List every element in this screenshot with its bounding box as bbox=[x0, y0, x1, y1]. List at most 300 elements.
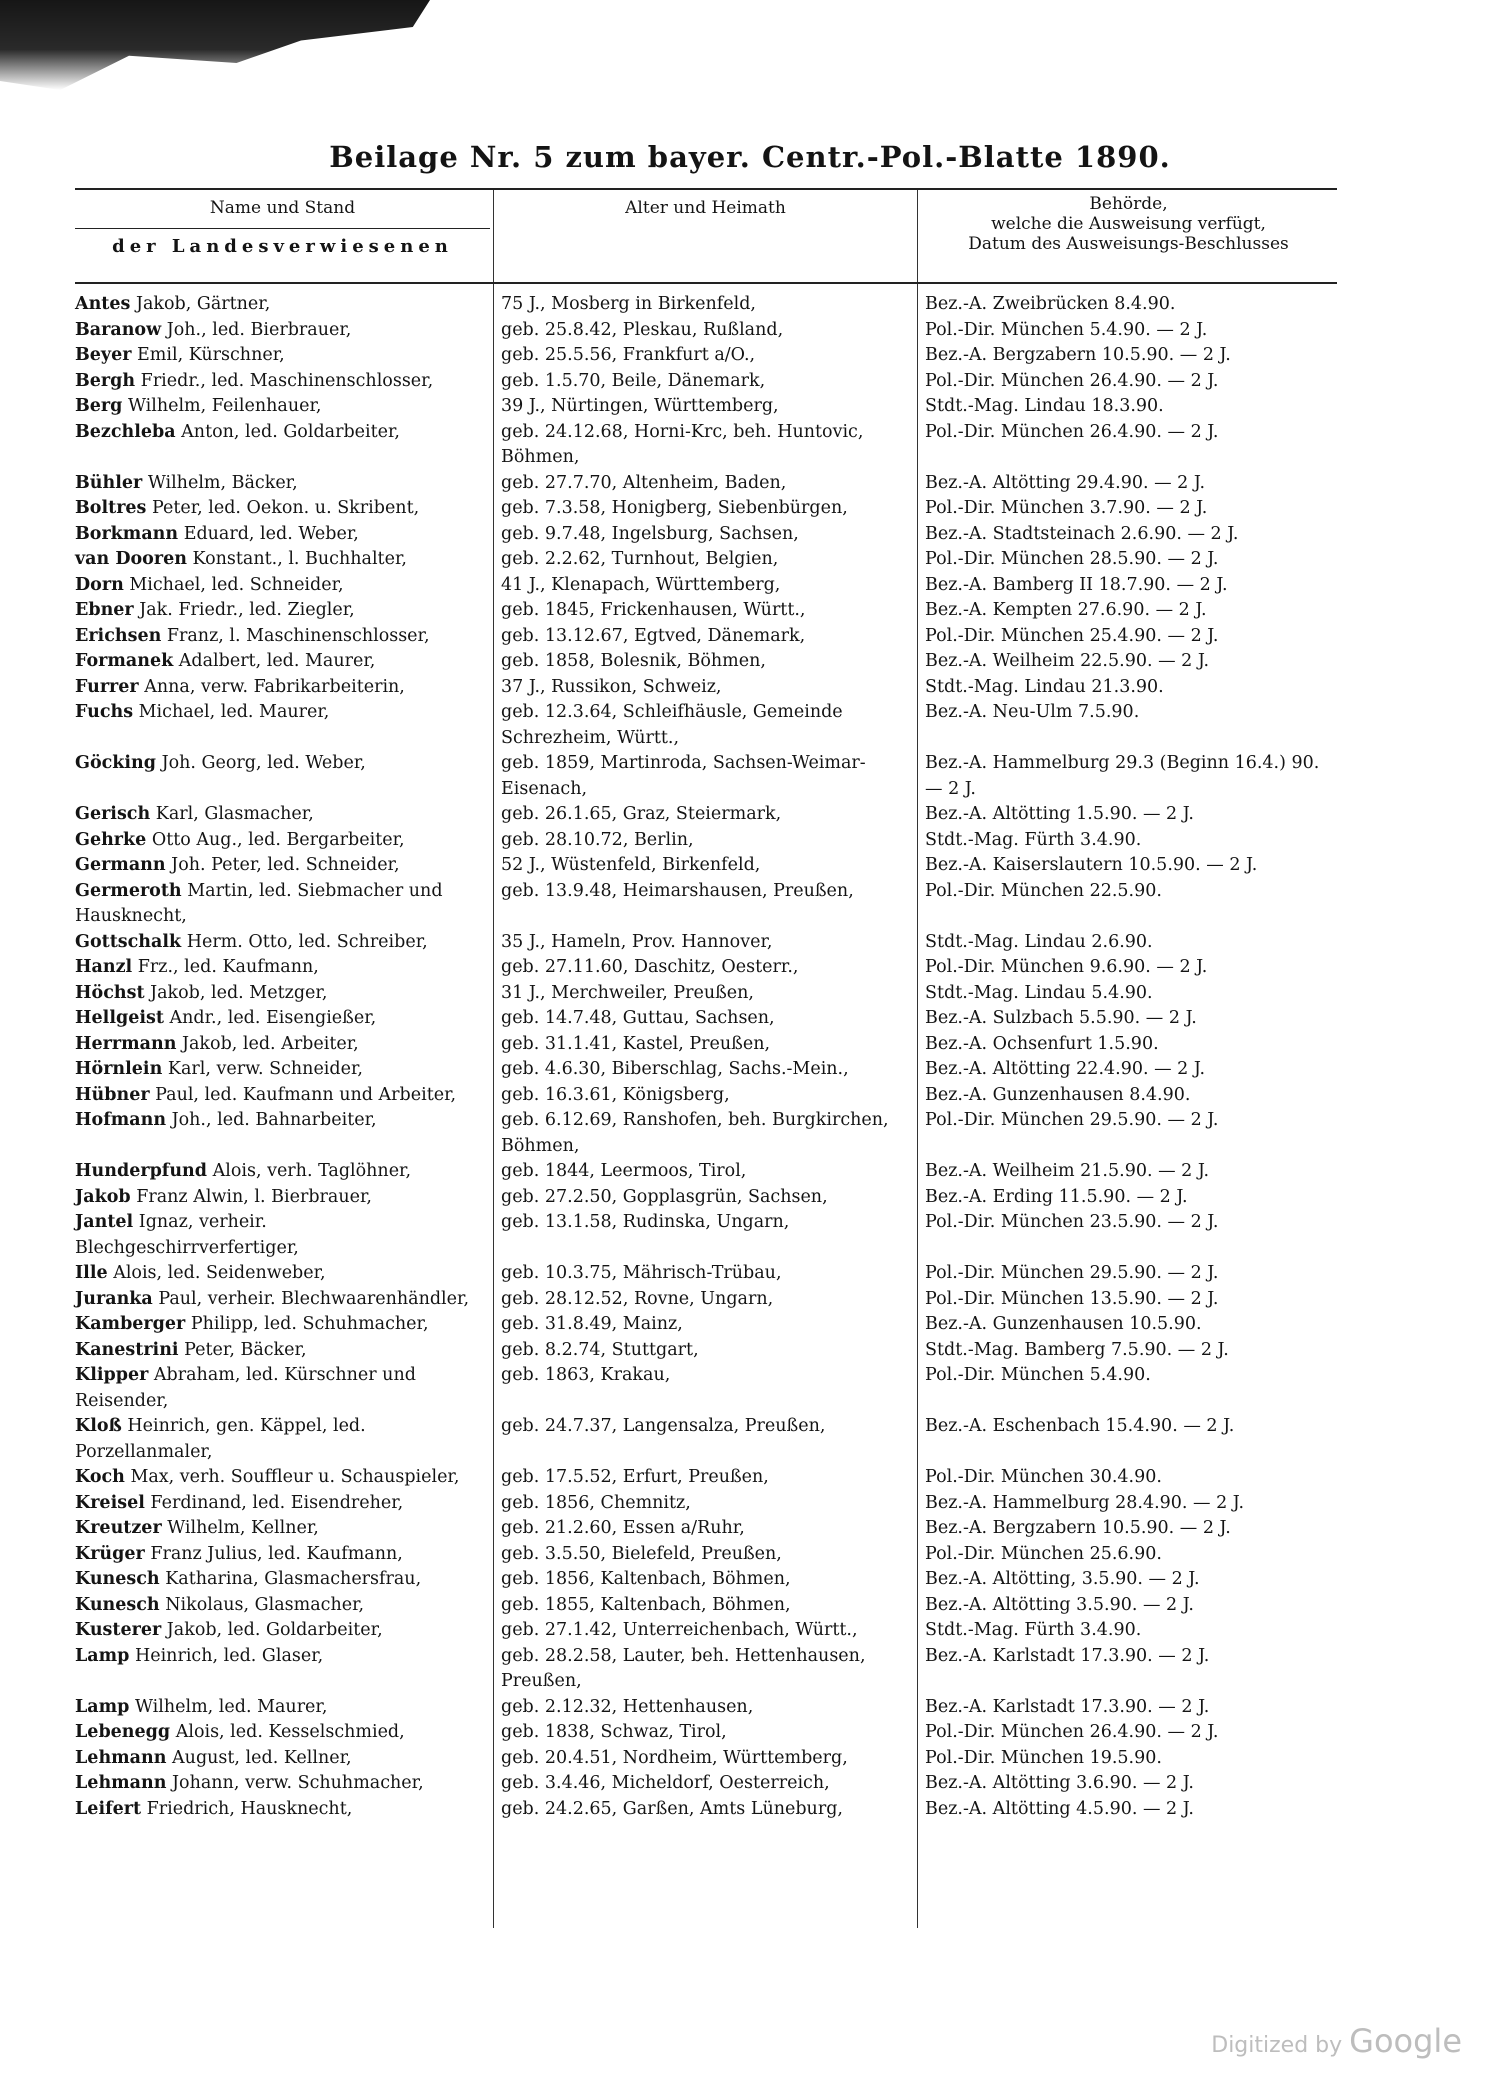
table-row bbox=[75, 369, 1337, 395]
authority-cell: Pol.-Dir. München 26.4.90. — 2 J. bbox=[925, 1722, 1219, 1742]
authority-cell: Stdt.-Mag. Lindau 5.4.90. bbox=[925, 982, 1153, 1003]
authority-cell: Bez.-A. Gunzenhausen 8.4.90. bbox=[925, 1084, 1191, 1105]
name-cell bbox=[75, 1108, 495, 1134]
authority-cell: Bez.-A. Weilheim 22.5.90. — 2 J. bbox=[925, 651, 1210, 671]
watermark-prefix: Digitized by bbox=[1211, 2033, 1343, 2058]
header-authority-line3: Datum des Ausweisungs-Beschlusses bbox=[968, 234, 1289, 254]
authority-cell: Pol.-Dir. München 28.5.90. — 2 J. bbox=[925, 549, 1219, 569]
table-row bbox=[75, 828, 1337, 854]
surname: Dorn bbox=[75, 574, 124, 595]
given-and-status: Otto Aug., led. Bergarbeiter, bbox=[146, 829, 405, 850]
authority-cell: Pol.-Dir. München 30.4.90. bbox=[925, 1467, 1162, 1487]
given-and-status: Paul, led. Kaufmann und Arbeiter, bbox=[149, 1084, 457, 1105]
given-and-status: Jakob, Gärtner, bbox=[130, 294, 271, 314]
name-cell bbox=[75, 1210, 495, 1261]
name-cell bbox=[75, 624, 495, 650]
name-cell bbox=[75, 1312, 495, 1338]
table-row bbox=[75, 955, 1337, 981]
age-origin-cell: 35 J., Hameln, Prov. Hannover, bbox=[501, 931, 773, 952]
age-origin-cell: geb. 25.5.56, Frankfurt a/O., bbox=[501, 345, 756, 365]
surname: Kloß bbox=[75, 1416, 122, 1436]
age-origin-cell: geb. 24.2.65, Garßen, Amts Lüneburg, bbox=[501, 1798, 843, 1819]
surname: Gehrke bbox=[75, 829, 147, 850]
name-cell bbox=[75, 343, 495, 369]
name-cell bbox=[75, 1261, 495, 1287]
surname: Baranow bbox=[75, 319, 162, 340]
given-and-status: Johann, verw. Schuhmacher, bbox=[166, 1773, 424, 1793]
table-row bbox=[75, 751, 1337, 802]
given-and-status: Peter, led. Oekon. u. Skribent, bbox=[146, 498, 420, 518]
authority-cell: Pol.-Dir. München 5.4.90. bbox=[925, 1365, 1151, 1385]
name-cell bbox=[75, 1083, 495, 1109]
surname: Ebner bbox=[75, 600, 134, 620]
table-row bbox=[75, 292, 1337, 318]
authority-cell: Stdt.-Mag. Lindau 21.3.90. bbox=[925, 676, 1164, 697]
age-origin-cell: geb. 28.2.58, Lauter, beh. Hettenhausen, Preußen, bbox=[501, 1645, 872, 1691]
given-and-status: Franz Alwin, l. Bierbrauer, bbox=[130, 1186, 372, 1207]
surname: Ille bbox=[75, 1263, 108, 1283]
authority-cell: Pol.-Dir. München 23.5.90. — 2 J. bbox=[925, 1212, 1219, 1232]
surname: Lehmann bbox=[75, 1747, 167, 1768]
given-and-status: Friedr., led. Maschinenschlosser, bbox=[135, 370, 434, 391]
given-and-status: Paul, verheir. Blechwaarenhändler, bbox=[152, 1288, 470, 1309]
age-origin-cell: geb. 1856, Kaltenbach, Böhmen, bbox=[501, 1569, 791, 1589]
name-cell bbox=[75, 802, 495, 828]
surname: Jakob bbox=[75, 1186, 131, 1207]
surname: Berg bbox=[75, 396, 123, 416]
name-cell bbox=[75, 1363, 495, 1414]
name-cell bbox=[75, 1542, 495, 1568]
surname: Kunesch bbox=[75, 1594, 160, 1615]
age-origin-cell: geb. 1855, Kaltenbach, Böhmen, bbox=[501, 1594, 791, 1615]
table-row bbox=[75, 1491, 1337, 1517]
given-and-status: Joh. Peter, led. Schneider, bbox=[165, 855, 400, 875]
age-origin-cell: geb. 14.7.48, Guttau, Sachsen, bbox=[501, 1008, 775, 1028]
name-cell bbox=[75, 675, 495, 701]
name-cell bbox=[75, 1414, 495, 1465]
surname: Göcking bbox=[75, 753, 157, 773]
age-origin-cell: geb. 27.2.50, Gopplasgrün, Sachsen, bbox=[501, 1186, 828, 1207]
table-row bbox=[75, 802, 1337, 828]
authority-cell: Bez.-A. Hammelburg 29.3 (Beginn 16.4.) 90. — 2 J. bbox=[925, 753, 1325, 799]
given-and-status: Franz, l. Maschinenschlosser, bbox=[161, 625, 430, 646]
age-origin-cell: geb. 3.5.50, Bielefeld, Preußen, bbox=[501, 1543, 782, 1564]
given-and-status: Emil, Kürschner, bbox=[131, 345, 285, 365]
surname: Kusterer bbox=[75, 1620, 162, 1640]
authority-cell: Stdt.-Mag. Fürth 3.4.90. bbox=[925, 829, 1142, 850]
age-origin-cell: geb. 27.7.70, Altenheim, Baden, bbox=[501, 472, 787, 493]
given-and-status: Jakob, led. Goldarbeiter, bbox=[161, 1620, 383, 1640]
name-cell bbox=[75, 700, 495, 726]
age-origin-cell: geb. 27.1.42, Unterreichenbach, Württ., bbox=[501, 1620, 858, 1640]
surname: Juranka bbox=[75, 1288, 153, 1309]
scan-ink-blot bbox=[0, 0, 430, 90]
table-row bbox=[75, 1414, 1337, 1465]
given-and-status: Joh. Georg, led. Weber, bbox=[156, 753, 366, 773]
table-row bbox=[75, 1057, 1337, 1083]
name-cell bbox=[75, 292, 495, 318]
age-origin-cell: 37 J., Russikon, Schweiz, bbox=[501, 676, 722, 697]
name-cell bbox=[75, 1516, 495, 1542]
age-origin-cell: geb. 2.2.62, Turnhout, Belgien, bbox=[501, 549, 779, 569]
age-origin-cell: geb. 24.12.68, Horni-Krc, beh. Huntovic, Böhmen, bbox=[501, 421, 870, 467]
authority-cell: Pol.-Dir. München 3.7.90. — 2 J. bbox=[925, 498, 1208, 518]
given-and-status: Franz Julius, led. Kaufmann, bbox=[144, 1543, 403, 1564]
surname: Fuchs bbox=[75, 702, 134, 722]
table-row bbox=[75, 471, 1337, 497]
age-origin-cell: geb. 1856, Chemnitz, bbox=[501, 1492, 691, 1513]
age-origin-cell: geb. 31.8.49, Mainz, bbox=[501, 1314, 683, 1334]
surname: Kanestrini bbox=[75, 1339, 179, 1360]
given-and-status: Anna, verw. Fabrikarbeiterin, bbox=[138, 676, 405, 697]
name-cell bbox=[75, 522, 495, 548]
surname: Hellgeist bbox=[75, 1008, 164, 1028]
age-origin-cell: geb. 16.3.61, Königsberg, bbox=[501, 1084, 730, 1105]
authority-cell: Bez.-A. Altötting 3.5.90. — 2 J. bbox=[925, 1594, 1194, 1615]
authority-cell: Pol.-Dir. München 25.4.90. — 2 J. bbox=[925, 625, 1219, 646]
name-cell bbox=[75, 318, 495, 344]
age-origin-cell: geb. 12.3.64, Schleifhäusle, Gemeinde Schrezheim, Württ., bbox=[501, 702, 849, 748]
name-cell bbox=[75, 955, 495, 981]
name-cell bbox=[75, 1006, 495, 1032]
surname: Krüger bbox=[75, 1543, 145, 1564]
table-row bbox=[75, 624, 1337, 650]
header-authority bbox=[920, 194, 1337, 254]
table-row bbox=[75, 1159, 1337, 1185]
table-header bbox=[75, 188, 1337, 284]
age-origin-cell: geb. 8.2.74, Stuttgart, bbox=[501, 1339, 699, 1360]
page-title: Beilage Nr. 5 zum bayer. Centr.-Pol.-Blatte 1890. bbox=[329, 140, 1171, 174]
age-origin-cell: 31 J., Merchweiler, Preußen, bbox=[501, 982, 754, 1003]
age-origin-cell: geb. 1858, Bolesnik, Böhmen, bbox=[501, 651, 766, 671]
table-row bbox=[75, 930, 1337, 956]
age-origin-cell: geb. 28.12.52, Rovne, Ungarn, bbox=[501, 1288, 774, 1309]
given-and-status: Wilhelm, Bäcker, bbox=[142, 472, 298, 493]
header-name: Name und Stand bbox=[209, 198, 356, 218]
authority-cell: Bez.-A. Weilheim 21.5.90. — 2 J. bbox=[925, 1161, 1210, 1181]
table-row bbox=[75, 1083, 1337, 1109]
age-origin-cell: geb. 9.7.48, Ingelsburg, Sachsen, bbox=[501, 523, 799, 544]
table-row bbox=[75, 649, 1337, 675]
table-row bbox=[75, 1006, 1337, 1032]
authority-cell: Bez.-A. Erding 11.5.90. — 2 J. bbox=[925, 1186, 1188, 1207]
surname: Hunderpfund bbox=[75, 1161, 208, 1181]
age-origin-cell: geb. 31.1.41, Kastel, Preußen, bbox=[501, 1033, 771, 1054]
name-cell bbox=[75, 1771, 495, 1797]
given-and-status: Wilhelm, led. Maurer, bbox=[129, 1696, 328, 1717]
given-and-status: Ferdinand, led. Eisendreher, bbox=[144, 1492, 404, 1513]
authority-cell: Pol.-Dir. München 25.6.90. bbox=[925, 1543, 1162, 1564]
authority-cell: Bez.-A. Karlstadt 17.3.90. — 2 J. bbox=[925, 1696, 1210, 1717]
table-row bbox=[75, 496, 1337, 522]
authority-cell: Bez.-A. Kempten 27.6.90. — 2 J. bbox=[925, 600, 1207, 620]
name-cell bbox=[75, 1465, 495, 1491]
given-and-status: Jak. Friedr., led. Ziegler, bbox=[133, 600, 355, 620]
table-row bbox=[75, 1032, 1337, 1058]
table-row bbox=[75, 1618, 1337, 1644]
authority-cell: Bez.-A. Bergzabern 10.5.90. — 2 J. bbox=[925, 1518, 1231, 1538]
age-origin-cell: geb. 26.1.65, Graz, Steiermark, bbox=[501, 804, 782, 824]
given-and-status: Herm. Otto, led. Schreiber, bbox=[181, 931, 428, 952]
age-origin-cell: geb. 13.9.48, Heimarshausen, Preußen, bbox=[501, 880, 854, 901]
surname: Bühler bbox=[75, 472, 143, 493]
given-and-status: Martin, led. Siebmacher und Hausknecht, bbox=[75, 880, 449, 926]
age-origin-cell: geb. 10.3.75, Mährisch-Trübau, bbox=[501, 1263, 782, 1283]
surname: Hübner bbox=[75, 1084, 150, 1105]
age-origin-cell: geb. 7.3.58, Honigberg, Siebenbürgen, bbox=[501, 498, 848, 518]
age-origin-cell: geb. 13.1.58, Rudinska, Ungarn, bbox=[501, 1212, 790, 1232]
table-row bbox=[75, 1516, 1337, 1542]
surname: Lamp bbox=[75, 1696, 130, 1717]
table-row bbox=[75, 675, 1337, 701]
table-row bbox=[75, 1261, 1337, 1287]
surname: Boltres bbox=[75, 498, 147, 518]
table-row bbox=[75, 343, 1337, 369]
age-origin-cell: geb. 1845, Frickenhausen, Württ., bbox=[501, 600, 806, 620]
name-cell bbox=[75, 1618, 495, 1644]
table-row bbox=[75, 1746, 1337, 1772]
header-subtitle: der Landesverwiesenen bbox=[112, 236, 453, 257]
authority-cell: Bez.-A. Ochsenfurt 1.5.90. bbox=[925, 1033, 1159, 1054]
authority-cell: Bez.-A. Bergzabern 10.5.90. — 2 J. bbox=[925, 345, 1231, 365]
authority-cell: Bez.-A. Bamberg II 18.7.90. — 2 J. bbox=[925, 574, 1228, 595]
name-cell bbox=[75, 1338, 495, 1364]
name-cell bbox=[75, 394, 495, 420]
authority-cell: Pol.-Dir. München 13.5.90. — 2 J. bbox=[925, 1288, 1219, 1309]
age-origin-cell: 39 J., Nürtingen, Württemberg, bbox=[501, 396, 779, 416]
surname: Hofmann bbox=[75, 1110, 167, 1130]
table-row bbox=[75, 1644, 1337, 1695]
given-and-status: Peter, Bäcker, bbox=[178, 1339, 307, 1360]
name-cell bbox=[75, 573, 495, 599]
age-origin-cell: geb. 25.8.42, Pleskau, Rußland, bbox=[501, 319, 784, 340]
given-and-status: Jakob, led. Arbeiter, bbox=[176, 1033, 359, 1054]
surname: Germann bbox=[75, 855, 166, 875]
surname: Bergh bbox=[75, 370, 136, 391]
authority-cell: Bez.-A. Altötting 3.6.90. — 2 J. bbox=[925, 1773, 1194, 1793]
authority-cell: Pol.-Dir. München 26.4.90. — 2 J. bbox=[925, 421, 1219, 442]
age-origin-cell: geb. 4.6.30, Biberschlag, Sachs.-Mein., bbox=[501, 1059, 849, 1079]
surname: Kreutzer bbox=[75, 1518, 162, 1538]
given-and-status: Heinrich, led. Glaser, bbox=[129, 1645, 324, 1666]
surname: Kunesch bbox=[75, 1569, 160, 1589]
authority-cell: Bez.-A. Hammelburg 28.4.90. — 2 J. bbox=[925, 1492, 1245, 1513]
authority-cell: Pol.-Dir. München 19.5.90. bbox=[925, 1747, 1162, 1768]
authority-cell: Bez.-A. Altötting 29.4.90. — 2 J. bbox=[925, 472, 1206, 493]
name-cell bbox=[75, 649, 495, 675]
authority-cell: Bez.-A. Eschenbach 15.4.90. — 2 J. bbox=[925, 1416, 1235, 1436]
given-and-status: Abraham, led. Kürschner und Reisender, bbox=[75, 1365, 422, 1411]
google-logo: Google bbox=[1349, 2022, 1462, 2060]
table-row bbox=[75, 1720, 1337, 1746]
authority-cell: Pol.-Dir. München 29.5.90. — 2 J. bbox=[925, 1263, 1219, 1283]
name-cell bbox=[75, 369, 495, 395]
authority-cell: Bez.-A. Kaiserslautern 10.5.90. — 2 J. bbox=[925, 855, 1258, 875]
table-row bbox=[75, 1465, 1337, 1491]
age-origin-cell: geb. 3.4.46, Micheldorf, Oesterreich, bbox=[501, 1773, 830, 1793]
table-row bbox=[75, 1542, 1337, 1568]
table-row bbox=[75, 573, 1337, 599]
table-row bbox=[75, 1108, 1337, 1159]
given-and-status: Adalbert, led. Maurer, bbox=[173, 651, 376, 671]
name-cell bbox=[75, 420, 495, 446]
age-origin-cell: geb. 13.12.67, Egtved, Dänemark, bbox=[501, 625, 806, 646]
name-cell bbox=[75, 1491, 495, 1517]
age-origin-cell: geb. 1844, Leermoos, Tirol, bbox=[501, 1161, 747, 1181]
surname: Germeroth bbox=[75, 880, 182, 901]
given-and-status: Wilhelm, Feilenhauer, bbox=[122, 396, 322, 416]
given-and-status: Anton, led. Goldarbeiter, bbox=[175, 421, 400, 442]
authority-cell: Stdt.-Mag. Lindau 2.6.90. bbox=[925, 931, 1153, 952]
table-row bbox=[75, 1363, 1337, 1414]
surname: van Dooren bbox=[75, 549, 187, 569]
given-and-status: Katharina, Glasmachersfrau, bbox=[159, 1569, 422, 1589]
name-cell bbox=[75, 1720, 495, 1746]
name-cell bbox=[75, 1185, 495, 1211]
authority-cell: Bez.-A. Sulzbach 5.5.90. — 2 J. bbox=[925, 1008, 1197, 1028]
name-cell bbox=[75, 1695, 495, 1721]
authority-cell: Pol.-Dir. München 22.5.90. bbox=[925, 880, 1162, 901]
surname: Gottschalk bbox=[75, 931, 182, 952]
given-and-status: Jakob, led. Metzger, bbox=[144, 982, 328, 1003]
age-origin-cell: geb. 1.5.70, Beile, Dänemark, bbox=[501, 370, 766, 391]
name-cell bbox=[75, 751, 495, 777]
header-authority-line1: Behörde, bbox=[1089, 194, 1168, 214]
surname: Kamberger bbox=[75, 1314, 186, 1334]
age-origin-cell: 41 J., Klenapach, Württemberg, bbox=[501, 574, 781, 595]
given-and-status: Alois, led. Seidenweber, bbox=[107, 1263, 326, 1283]
table-row bbox=[75, 853, 1337, 879]
age-origin-cell: geb. 6.12.69, Ranshofen, beh. Burgkirchen, Böhmen, bbox=[501, 1110, 895, 1156]
surname: Hörnlein bbox=[75, 1059, 163, 1079]
surname: Borkmann bbox=[75, 523, 179, 544]
authority-cell: Bez.-A. Altötting 22.4.90. — 2 J. bbox=[925, 1059, 1206, 1079]
authority-cell: Pol.-Dir. München 29.5.90. — 2 J. bbox=[925, 1110, 1219, 1130]
name-cell bbox=[75, 1159, 495, 1185]
given-and-status: Frz., led. Kaufmann, bbox=[132, 957, 319, 977]
table-row bbox=[75, 1185, 1337, 1211]
given-and-status: Konstant., l. Buchhalter, bbox=[186, 549, 407, 569]
table-row bbox=[75, 1593, 1337, 1619]
surname: Gerisch bbox=[75, 804, 151, 824]
surname: Herrmann bbox=[75, 1033, 177, 1054]
surname: Jantel bbox=[75, 1212, 134, 1232]
surname: Lebenegg bbox=[75, 1722, 171, 1742]
authority-cell: Stdt.-Mag. Bamberg 7.5.90. — 2 J. bbox=[925, 1339, 1229, 1360]
surname: Koch bbox=[75, 1467, 125, 1487]
surname: Antes bbox=[75, 294, 131, 314]
surname: Klipper bbox=[75, 1365, 149, 1385]
table-row bbox=[75, 522, 1337, 548]
age-origin-cell: geb. 2.12.32, Hettenhausen, bbox=[501, 1696, 754, 1717]
surname: Formanek bbox=[75, 651, 174, 671]
table-row bbox=[75, 1695, 1337, 1721]
expulsion-table bbox=[75, 188, 1337, 1822]
table-row bbox=[75, 318, 1337, 344]
given-and-status: August, led. Kellner, bbox=[166, 1747, 352, 1768]
age-origin-cell: geb. 1859, Martinroda, Sachsen-Weimar-Eisenach, bbox=[501, 753, 866, 799]
table-row bbox=[75, 1771, 1337, 1797]
name-cell bbox=[75, 598, 495, 624]
name-cell bbox=[75, 547, 495, 573]
surname: Lamp bbox=[75, 1645, 130, 1666]
authority-cell: Stdt.-Mag. Fürth 3.4.90. bbox=[925, 1620, 1142, 1640]
given-and-status: Joh., led. Bahnarbeiter, bbox=[166, 1110, 377, 1130]
given-and-status: Karl, Glasmacher, bbox=[150, 804, 314, 824]
authority-cell: Stdt.-Mag. Lindau 18.3.90. bbox=[925, 396, 1164, 416]
age-origin-cell: geb. 21.2.60, Essen a/Ruhr, bbox=[501, 1518, 745, 1538]
name-cell bbox=[75, 930, 495, 956]
header-rule bbox=[75, 228, 490, 229]
given-and-status: Max, verh. Souffleur u. Schauspieler, bbox=[124, 1467, 460, 1487]
surname: Kreisel bbox=[75, 1492, 145, 1513]
name-cell bbox=[75, 1287, 495, 1313]
table-row bbox=[75, 420, 1337, 471]
table-body bbox=[75, 292, 1337, 1822]
authority-cell: Bez.-A. Altötting 4.5.90. — 2 J. bbox=[925, 1798, 1194, 1819]
table-row bbox=[75, 700, 1337, 751]
surname: Lehmann bbox=[75, 1773, 167, 1793]
age-origin-cell: geb. 20.4.51, Nordheim, Württemberg, bbox=[501, 1747, 848, 1768]
age-origin-cell: geb. 1863, Krakau, bbox=[501, 1365, 671, 1385]
authority-cell: Bez.-A. Altötting 1.5.90. — 2 J. bbox=[925, 804, 1194, 824]
authority-cell: Pol.-Dir. München 26.4.90. — 2 J. bbox=[925, 370, 1219, 391]
name-cell bbox=[75, 1746, 495, 1772]
given-and-status: Eduard, led. Weber, bbox=[178, 523, 359, 544]
age-origin-cell: 52 J., Wüstenfeld, Birkenfeld, bbox=[501, 855, 761, 875]
given-and-status: Alois, verh. Taglöhner, bbox=[207, 1161, 412, 1181]
table-row bbox=[75, 1287, 1337, 1313]
surname: Höchst bbox=[75, 982, 145, 1003]
authority-cell: Bez.-A. Gunzenhausen 10.5.90. bbox=[925, 1314, 1202, 1334]
table-row bbox=[75, 598, 1337, 624]
authority-cell: Pol.-Dir. München 5.4.90. — 2 J. bbox=[925, 319, 1208, 340]
name-cell bbox=[75, 853, 495, 879]
digitized-watermark bbox=[1211, 2022, 1462, 2060]
table-row bbox=[75, 547, 1337, 573]
authority-cell: Pol.-Dir. München 9.6.90. — 2 J. bbox=[925, 957, 1208, 977]
table-row bbox=[75, 1797, 1337, 1823]
name-cell bbox=[75, 1032, 495, 1058]
age-origin-cell: geb. 1838, Schwaz, Tirol, bbox=[501, 1722, 727, 1742]
given-and-status: Andr., led. Eisengießer, bbox=[163, 1008, 377, 1028]
authority-cell: Bez.-A. Altötting, 3.5.90. — 2 J. bbox=[925, 1569, 1200, 1589]
name-cell bbox=[75, 471, 495, 497]
name-cell bbox=[75, 1057, 495, 1083]
given-and-status: Michael, led. Schneider, bbox=[123, 574, 344, 595]
name-cell bbox=[75, 981, 495, 1007]
given-and-status: Ignaz, verheir. Blechgeschirrverfertiger, bbox=[75, 1212, 299, 1258]
name-cell bbox=[75, 1567, 495, 1593]
name-cell bbox=[75, 828, 495, 854]
table-row bbox=[75, 1312, 1337, 1338]
authority-cell: Bez.-A. Zweibrücken 8.4.90. bbox=[925, 294, 1176, 314]
surname: Leifert bbox=[75, 1798, 142, 1819]
age-origin-cell: geb. 27.11.60, Daschitz, Oesterr., bbox=[501, 957, 799, 977]
authority-cell: Bez.-A. Karlstadt 17.3.90. — 2 J. bbox=[925, 1645, 1210, 1666]
table-row bbox=[75, 981, 1337, 1007]
age-origin-cell: geb. 17.5.52, Erfurt, Preußen, bbox=[501, 1467, 769, 1487]
header-age: Alter und Heimath bbox=[625, 198, 786, 218]
given-and-status: Alois, led. Kesselschmied, bbox=[170, 1722, 405, 1742]
name-cell bbox=[75, 1797, 495, 1823]
table-row bbox=[75, 394, 1337, 420]
surname: Beyer bbox=[75, 345, 132, 365]
name-cell bbox=[75, 1644, 495, 1670]
given-and-status: Wilhelm, Kellner, bbox=[161, 1518, 319, 1538]
given-and-status: Michael, led. Maurer, bbox=[133, 702, 330, 722]
given-and-status: Heinrich, gen. Käppel, led. Porzellanmaler, bbox=[75, 1416, 372, 1462]
